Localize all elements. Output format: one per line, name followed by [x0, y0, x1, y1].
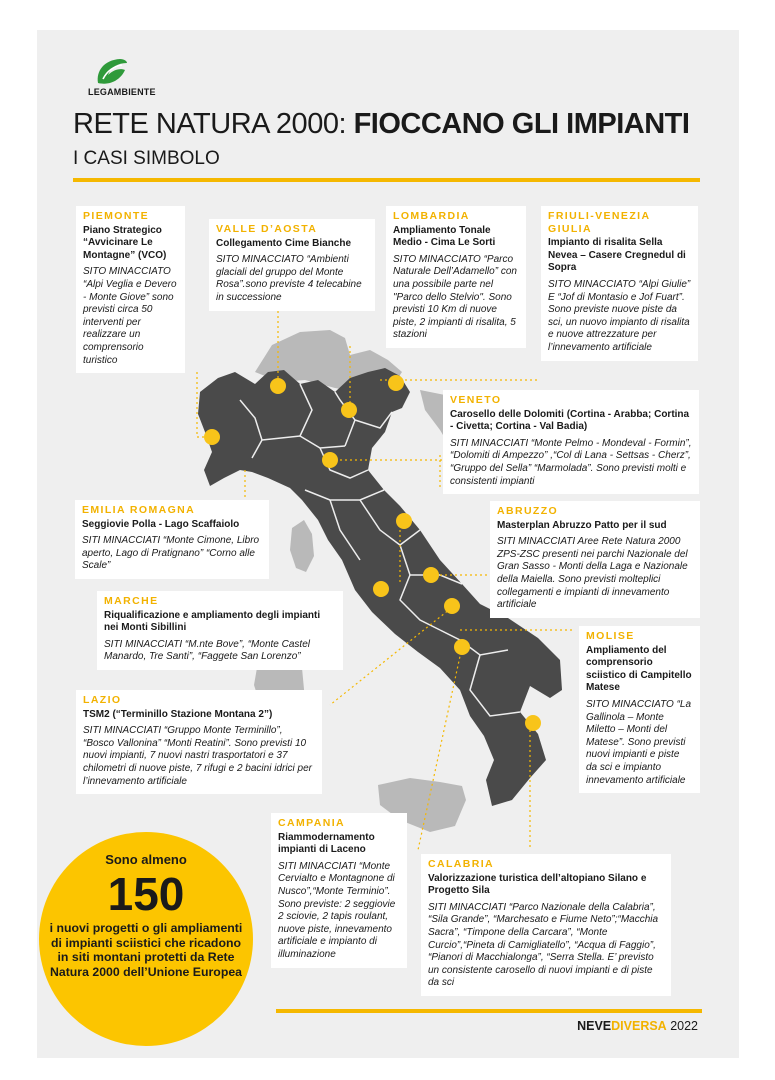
dot-calabria	[525, 715, 541, 731]
region-name: MARCHE	[104, 595, 159, 607]
case-box-veneto	[443, 390, 699, 494]
dot-lombardia	[341, 402, 357, 418]
case-box-abruzzo	[490, 501, 700, 618]
case-description: SITO MINACCIATO “Parco Naturale Dell’Adamello” con una possibile parte nel "Parco dello Stelvio". Sono previsti 10 Km di nuove piste, 2 impianti di risalita, 5 stazioni	[393, 253, 517, 341]
region-name: ABRUZZO	[497, 505, 559, 517]
case-description: SITI MINACCIATI “Monte Cervialto e Montagnone di Nusco”,“Monte Terminio”. Sono previste: 2 seggiovie 2 sciovie, 2 tapis roulant, nuove piste, innevamento artificiale e impianto di illuminazione	[278, 860, 396, 960]
footer-year: 2022	[666, 1019, 698, 1033]
project-name: TSM2 (“Terminillo Stazione Montana 2”)	[83, 708, 273, 720]
case-description: SITI MINACCIATI Aree Rete Natura 2000 ZPS-ZSC presenti nei parchi Nazionale del Gran Sasso - Monti della Laga e Nazionale della Maiella. Sono previsti molteplici collegamenti e impianti di innevamento artificiale	[497, 536, 688, 611]
region-name: LOMBARDIA	[393, 210, 470, 222]
region-name: CAMPANIA	[278, 817, 346, 829]
case-box-lombardia	[386, 206, 526, 348]
region-name: MOLISE	[586, 630, 635, 642]
project-name: Seggiovie Polla - Lago Scaffaiolo	[82, 518, 240, 530]
stat-text: i nuovi progetti o gli ampliamenti di impianti sciistici che ricadono in siti montani protetti da Rete Natura 2000 dell’Unione Europea	[49, 921, 243, 979]
case-description: SITI MINACCIATI “Monte Cimone, Libro aperto, Lago di Pratignano” “Corno alle Scale”	[82, 535, 260, 572]
case-description: SITI MINACCIATI “Monte Pelmo - Mondeval - Formin”, “Dolomiti di Ampezzo” ,“Col di Lana - Settsas - Cherz”, “Gruppo del Sella” “Marmolada”. Sono previsti molti e consistenti impianti	[450, 437, 692, 487]
case-description: SITO MINACCIATO “Alpi Giulie” E “Jof di Montasio e Jof Fuart”. Sono previste nuove piste da sci, un nuovo impianto di risalita e nuove attrezzature per l’innevamento artificiale	[548, 278, 691, 353]
logo-text: LEGAMBIENTE	[88, 87, 156, 97]
case-description: SITO MINACCIATO “La Gallinola – Monte Miletto – Monti del Matese”. Sono previsti nuovi impianti e piste da sci e impianto innevamento artificiale	[586, 698, 692, 786]
case-box-marche	[97, 591, 343, 670]
corsica-shape	[290, 520, 314, 572]
brand-neve: NEVE	[577, 1019, 612, 1033]
project-name: Collegamento Cime Bianche	[216, 237, 352, 249]
stat-intro: Sono almeno	[105, 852, 187, 867]
brand-diversa: DIVERSA	[611, 1019, 667, 1033]
project-name: Ampliamento Tonale Medio - Cima Le Sorti	[393, 224, 496, 249]
case-description: SITI MINACCIATI “Parco Nazionale della Calabria”, “Sila Grande”, “Marchesato e Fiume Neto”;“Macchia Sacra”, “Timpone della Carcara”, “Monte Curcio”,“Pineta di Camigliatello”, “Acqua di Faggio”, “Pianori di Macchialonga”, “Serra Stella. E’ previsto un consistente carosello di nuovi impianti e di piste da sci	[428, 901, 659, 989]
project-name: Valorizzazione turistica dell’altopiano Silano e Progetto Sila	[428, 872, 647, 897]
stat-number: 150	[107, 868, 185, 920]
dot-lazio	[454, 639, 470, 655]
case-box-molise	[579, 626, 700, 793]
region-name: CALABRIA	[428, 858, 495, 870]
footer-brand	[577, 1019, 698, 1033]
dot-piemonte	[204, 429, 220, 445]
footer-rule	[276, 1009, 702, 1013]
dot-friuli	[388, 375, 404, 391]
dot-valle-daosta	[270, 378, 286, 394]
region-name: VENETO	[450, 394, 502, 406]
project-name: Impianto di risalita Sella Nevea – Casere Cregnedul di Sopra	[548, 237, 686, 274]
case-box-calabria	[421, 854, 671, 996]
dot-abruzzo	[423, 567, 439, 583]
case-box-emilia-romagna	[75, 500, 269, 579]
case-description: SITI MINACCIATI “Gruppo Monte Terminillo”, “Bosco Vallonina” “Monti Reatini”. Sono previsti 10 nuovi impianti, 7 nuovi nastri trasportatori e 37 chilometri di nuove piste, 7 rifugi e 2 bacini idrici per l’innevamento artificiale	[83, 725, 312, 787]
region-name: VALLE D’AOSTA	[216, 223, 318, 235]
region-name: FRIULI-VENEZIA GIULIA	[548, 210, 651, 235]
stat-circle	[39, 832, 253, 1046]
dot-emilia-romagna	[396, 513, 412, 529]
case-box-valle-daosta	[209, 219, 375, 311]
project-name: Piano Strategico “Avvicinare Le Montagne” (VCO)	[83, 224, 167, 261]
region-name: PIEMONTE	[83, 210, 150, 222]
case-box-piemonte	[76, 206, 185, 373]
project-name: Riqualificazione e ampliamento degli impianti nei Monti Sibillini	[104, 609, 321, 634]
title-bold: FIOCCANO GLI IMPIANTI	[353, 108, 690, 140]
page-subtitle: I CASI SIMBOLO	[73, 148, 220, 169]
case-box-lazio	[76, 690, 322, 794]
dot-veneto	[322, 452, 338, 468]
dot-molise	[444, 598, 460, 614]
case-description: SITO MINACCIATO “Ambienti glaciali del gruppo del Monte Rosa”.sono previste 4 telecabine in successione	[216, 254, 362, 303]
project-name: Carosello delle Dolomiti (Cortina - Arabba; Cortina - Civetta; Cortina - Val Badia)	[450, 408, 690, 433]
region-name: EMILIA ROMAGNA	[82, 504, 196, 516]
title-main: RETE NATURA 2000:	[73, 108, 354, 140]
project-name: Masterplan Abruzzo Patto per il sud	[497, 519, 667, 531]
project-name: Riammodernamento impianti di Laceno	[278, 831, 375, 856]
case-box-friuli	[541, 206, 698, 361]
case-box-campania	[271, 813, 407, 968]
project-name: Ampliamento del comprensorio sciistico di Campitello Matese	[586, 644, 692, 694]
dot-marche	[373, 581, 389, 597]
region-name: LAZIO	[83, 694, 122, 706]
case-description: SITI MINACCIATI “M.nte Bove”, “Monte Castel Manardo, Tre Santi”, “Faggete San Lorenzo”	[104, 638, 310, 663]
case-description: SITO MINACCIATO “Alpi Veglia e Devero - Monte Giove” sono previsti circa 50 interventi per realizzare un comprensorio turistico	[83, 266, 177, 366]
